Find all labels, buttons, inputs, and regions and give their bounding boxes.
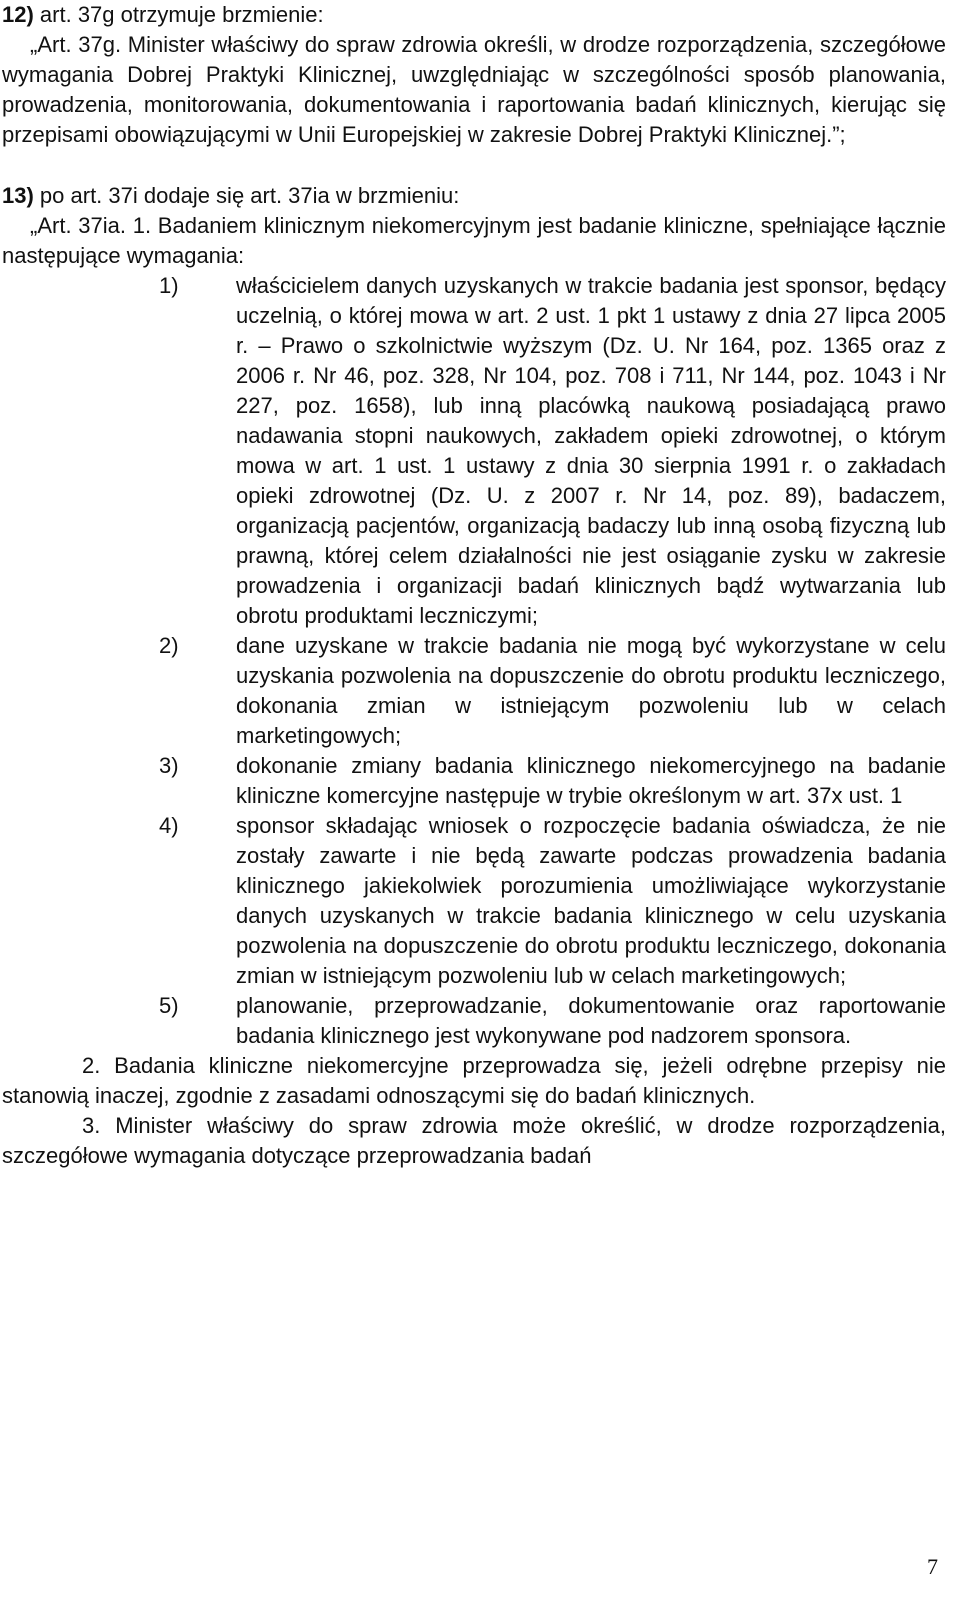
article-37g-text: „Art. 37g. Minister właściwy do spraw zdrowia określi, w drodze rozporządzenia, szczegółowe wymagania Dobrej Praktyki Klinicznej, uwzględniając w szczególności sposób planowania, prowadzenia, monitorowania, dokumentowania i raportowania badań klinicznych, kierując się przepisami obowiązującymi w Unii Europejskiej w zakresie Dobrej Praktyki Klinicznej.”; bbox=[2, 32, 946, 147]
list-item bbox=[2, 631, 946, 751]
list-item bbox=[2, 751, 946, 811]
amendment-13-number: 13) bbox=[2, 183, 34, 208]
amendment-13-head-text: po art. 37i dodaje się art. 37ia w brzmieniu: bbox=[39, 183, 460, 208]
list-item-text: dane uzyskane w trakcie badania nie mogą być wykorzystane w celu uzyskania pozwolenia na dopuszczenie do obrotu produktu leczniczego, dokonania zmian w istniejącym pozwoleniu lub w celach marketingowych; bbox=[236, 633, 946, 748]
amendment-12-number: 12) bbox=[2, 2, 34, 27]
amendment-12-heading bbox=[2, 0, 946, 30]
amendment-12-head-text: art. 37g otrzymuje brzmienie: bbox=[39, 2, 324, 27]
list-item-text: sponsor składając wniosek o rozpoczęcie badania oświadcza, że nie zostały zawarte i nie będą zawarte podczas prowadzenia badania klinicznego jakiekolwiek porozumienia umożliwiające wykorzystanie danych uzyskanych w trakcie badania klinicznego w celu uzyskania pozwolenia na dopuszczenie do obrotu produktu leczniczego, dokonania zmian w istniejącym pozwoleniu lub w celach marketingowych; bbox=[236, 813, 946, 988]
requirements-list bbox=[2, 271, 946, 1051]
section-gap bbox=[2, 150, 946, 181]
list-item-marker: 4) bbox=[159, 813, 179, 838]
list-item-marker: 5) bbox=[159, 993, 179, 1018]
amendment-13-heading bbox=[2, 181, 946, 211]
list-item bbox=[2, 271, 946, 631]
list-item-marker: 3) bbox=[159, 753, 179, 778]
page-number: 7 bbox=[927, 1554, 938, 1579]
list-item-text: planowanie, przeprowadzanie, dokumentowanie oraz raportowanie badania klinicznego jest wykonywane pod nadzorem sponsora. bbox=[236, 993, 946, 1048]
article-37ia-paragraph-2: 2. Badania kliniczne niekomercyjne przeprowadza się, jeżeli odrębne przepisy nie stanowią inaczej, zgodnie z zasadami odnoszącymi się do badań klinicznych. bbox=[2, 1053, 946, 1108]
article-37ia-intro: „Art. 37ia. 1. Badaniem klinicznym niekomercyjnym jest badanie kliniczne, spełniające łącznie następujące wymagania: bbox=[2, 213, 946, 268]
list-item-marker: 2) bbox=[159, 633, 179, 658]
list-item-marker: 1) bbox=[159, 273, 179, 298]
list-item bbox=[2, 811, 946, 991]
list-item-text: właścicielem danych uzyskanych w trakcie badania jest sponsor, będący uczelnią, o której mowa w art. 2 ust. 1 pkt 1 ustawy z dnia 27 lipca 2005 r. – Prawo o szkolnictwie wyższym (Dz. U. Nr 164, poz. 1365 oraz z 2006 r. Nr 46, poz. 328, Nr 104, poz. 708 i 711, Nr 144, poz. 1043 i Nr 227, poz. 1658), lub inną placówką naukową posiadającą prawo nadawania stopni naukowych, zakładem opieki zdrowotnej, o którym mowa w art. 1 ust. 1 ustawy z dnia 30 sierpnia 1991 r. o zakładach opieki zdrowotnej (Dz. U. z 2007 r. Nr 14, poz. 89), badaczem, organizacją pacjentów, organizacją badaczy lub inną osobą fizyczną lub prawną, której celem działalności nie jest osiąganie zysku w zakresie prowadzenia i organizacji badań klinicznych bądź wytwarzania lub obrotu produktami leczniczymi; bbox=[236, 273, 946, 628]
list-item-text: dokonanie zmiany badania klinicznego niekomercyjnego na badanie kliniczne komercyjne następuje w trybie określonym w art. 37x ust. 1 bbox=[236, 753, 946, 808]
article-37ia-paragraph-3: 3. Minister właściwy do spraw zdrowia może określić, w drodze rozporządzenia, szczegółowe wymagania dotyczące przeprowadzania badań bbox=[2, 1113, 946, 1168]
list-item bbox=[2, 991, 946, 1051]
